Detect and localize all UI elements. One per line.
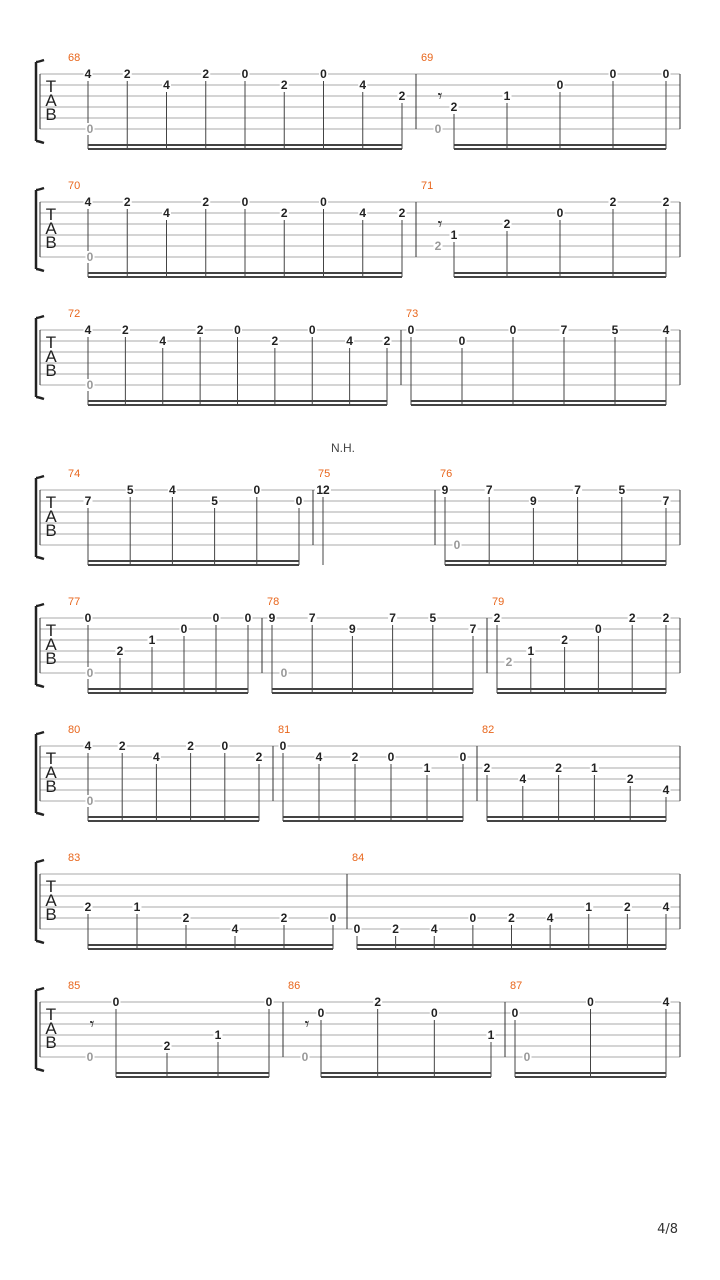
tab-clef-letter: T [45,493,57,512]
fret-number: 1 [133,900,141,914]
fret-number: 2 [123,67,131,81]
fret-number: 0 [662,67,670,81]
fret-number: 4 [662,995,670,1009]
fret-number: 4 [84,67,92,81]
fret-number: 1 [214,1028,222,1042]
fret-number: 4 [430,922,438,936]
tab-clef-letter: T [45,333,57,352]
fret-number: 0 [244,611,252,625]
fret-number: 2 [508,911,515,925]
fret-number: 2 [187,739,194,753]
fret-number: 0 [265,995,273,1009]
tab-clef-letter: A [45,91,57,110]
fret-number: 2 [628,611,636,625]
fret-number: 0 [609,67,617,81]
fret-number: 4 [359,78,367,92]
fret-number: 0 [458,334,466,348]
fret-number: 2 [493,611,501,625]
eighth-rest: 𝄾 [437,86,443,106]
tab-clef-letter: A [45,635,57,654]
fret-number: 4 [169,483,176,497]
fret-number: 0 [295,494,303,508]
fret-number: 0 [234,323,241,337]
fret-number: 4 [84,739,92,753]
fret-number: 2 [609,195,617,209]
measure-number: 77 [68,596,81,608]
fret-number: 2 [163,1039,171,1053]
fret-number: 2 [196,323,204,337]
fret-number: 7 [389,611,396,625]
tab-clef-letter: T [45,77,57,96]
tab-clef-letter: T [45,877,57,896]
tab-clef-letter: T [45,749,57,768]
bass-fret-number: 0 [86,666,94,680]
fret-number: 2 [555,761,562,775]
fret-number: 0 [279,739,287,753]
fret-number: 0 [459,750,467,764]
measure-number: 86 [288,980,301,992]
fret-number: 0 [511,1006,519,1020]
tab-clef-letter: A [45,763,57,782]
fret-number: 2 [662,195,670,209]
fret-number: 2 [280,206,288,220]
fret-number: 2 [662,611,670,625]
fret-number: 0 [308,323,316,337]
fret-number: 2 [202,67,210,81]
fret-number: 2 [383,334,391,348]
fret-number: 4 [315,750,323,764]
tab-clef-letter: B [45,777,57,796]
fret-number: 0 [407,323,415,337]
fret-number: 0 [587,995,594,1009]
bass-fret-number: 0 [523,1050,531,1064]
bass-fret-number: 0 [301,1050,309,1064]
fret-number: 4 [231,922,239,936]
measure-number: 81 [278,724,291,736]
fret-number: 0 [469,911,477,925]
fret-number: 4 [163,78,170,92]
fret-number: 7 [662,494,670,508]
tab-clef-letter: A [45,1019,57,1038]
bass-fret-number: 0 [86,122,94,136]
fret-number: 4 [662,323,670,337]
fret-number: 2 [280,911,288,925]
fret-number: 0 [556,206,564,220]
fret-number: 7 [485,483,493,497]
fret-number: 0 [241,195,249,209]
fret-number: 9 [441,483,449,497]
tab-clef-letter: T [45,205,57,224]
fret-number: 2 [503,217,511,231]
page-number: 4/8 [657,1222,678,1237]
fret-number: 2 [392,922,399,936]
bass-fret-number: 0 [453,538,461,552]
fret-number: 0 [329,911,337,925]
fret-number: 12 [316,483,330,497]
eighth-rest: 𝄾 [304,1014,310,1034]
fret-number: 2 [561,633,568,647]
fret-number: 4 [359,206,367,220]
fret-number: 7 [469,622,477,636]
fret-number: 1 [487,1028,495,1042]
measure-number: 72 [68,308,81,320]
fret-number: 1 [423,761,431,775]
fret-number: 0 [180,622,188,636]
measure-number: 78 [267,596,280,608]
natural-harmonic-label: N.H. [331,441,355,455]
bass-fret-number: 0 [434,122,442,136]
fret-number: 5 [126,483,134,497]
fret-number: 2 [118,739,126,753]
fret-number: 0 [430,1006,438,1020]
bass-fret-number: 2 [505,655,513,669]
fret-number: 0 [317,1006,325,1020]
fret-number: 1 [527,644,535,658]
fret-number: 4 [662,900,670,914]
measure-number: 75 [318,468,331,480]
measure-number: 82 [482,724,495,736]
tab-clef-letter: B [45,1033,57,1052]
fret-number: 5 [211,494,218,508]
bass-fret-number: 0 [86,250,94,264]
fret-number: 1 [503,89,511,103]
fret-number: 2 [450,100,458,114]
fret-number: 0 [509,323,517,337]
fret-number: 2 [116,644,124,658]
measure-number: 70 [68,180,81,192]
fret-number: 0 [320,67,327,81]
measure-number: 84 [352,852,365,864]
measure-number: 73 [406,308,419,320]
tab-clef-letter: B [45,105,57,124]
fret-number: 7 [308,611,316,625]
fret-number: 0 [353,922,361,936]
bass-fret-number: 0 [86,794,94,808]
fret-number: 0 [556,78,564,92]
fret-number: 7 [84,494,92,508]
fret-number: 5 [429,611,437,625]
fret-number: 2 [84,900,92,914]
bass-fret-number: 0 [86,1050,94,1064]
measure-number: 74 [68,468,81,480]
tab-clef-letter: T [45,621,57,640]
eighth-rest: 𝄾 [437,214,443,234]
fret-number: 2 [123,195,131,209]
fret-number: 0 [320,195,327,209]
measure-number: 79 [492,596,505,608]
fret-number: 9 [530,494,537,508]
measure-number: 68 [68,52,81,64]
tab-clef-letter: B [45,233,57,252]
tab-clef-letter: A [45,219,57,238]
fret-number: 1 [148,633,156,647]
fret-number: 4 [662,783,670,797]
tab-clef-letter: T [45,1005,57,1024]
tab-clef-letter: A [45,347,57,366]
fret-number: 2 [182,911,190,925]
measure-number: 76 [440,468,453,480]
fret-number: 4 [84,195,92,209]
fret-number: 0 [241,67,249,81]
measure-number: 87 [510,980,523,992]
fret-number: 2 [122,323,129,337]
bass-fret-number: 0 [86,378,94,392]
tab-clef-letter: B [45,521,57,540]
fret-number: 2 [398,206,406,220]
fret-number: 7 [574,483,581,497]
measure-number: 83 [68,852,81,864]
fret-number: 1 [450,228,458,242]
fret-number: 2 [483,761,491,775]
tab-clef-letter: B [45,649,57,668]
fret-number: 7 [560,323,568,337]
fret-number: 4 [519,772,527,786]
eighth-rest: 𝄾 [89,1014,95,1034]
measure-number: 71 [421,180,434,192]
fret-number: 2 [624,900,631,914]
fret-number: 5 [618,483,626,497]
bass-fret-number: 0 [280,666,288,680]
fret-number: 5 [611,323,619,337]
tab-clef-letter: B [45,905,57,924]
fret-number: 0 [595,622,602,636]
fret-number: 0 [253,483,261,497]
fret-number: 2 [626,772,634,786]
fret-number: 1 [585,900,593,914]
measure-number: 69 [421,52,434,64]
measure-number: 85 [68,980,81,992]
fret-number: 4 [546,911,554,925]
fret-number: 0 [212,611,220,625]
fret-number: 9 [268,611,276,625]
fret-number: 4 [153,750,160,764]
fret-number: 4 [163,206,170,220]
tab-clef-letter: B [45,361,57,380]
fret-number: 1 [591,761,598,775]
fret-number: 2 [280,78,288,92]
fret-number: 2 [202,195,210,209]
bass-fret-number: 2 [434,239,442,253]
fret-number: 0 [221,739,229,753]
fret-number: 0 [112,995,120,1009]
tab-clef-letter: A [45,891,57,910]
fret-number: 2 [398,89,406,103]
fret-number: 4 [84,323,92,337]
fret-number: 2 [374,995,382,1009]
measure-number: 80 [68,724,81,736]
fret-number: 0 [387,750,395,764]
fret-number: 2 [255,750,263,764]
fret-number: 0 [84,611,92,625]
fret-number: 9 [349,622,356,636]
fret-number: 4 [159,334,167,348]
tab-clef-letter: A [45,507,57,526]
fret-number: 4 [346,334,353,348]
fret-number: 2 [271,334,279,348]
fret-number: 2 [351,750,359,764]
